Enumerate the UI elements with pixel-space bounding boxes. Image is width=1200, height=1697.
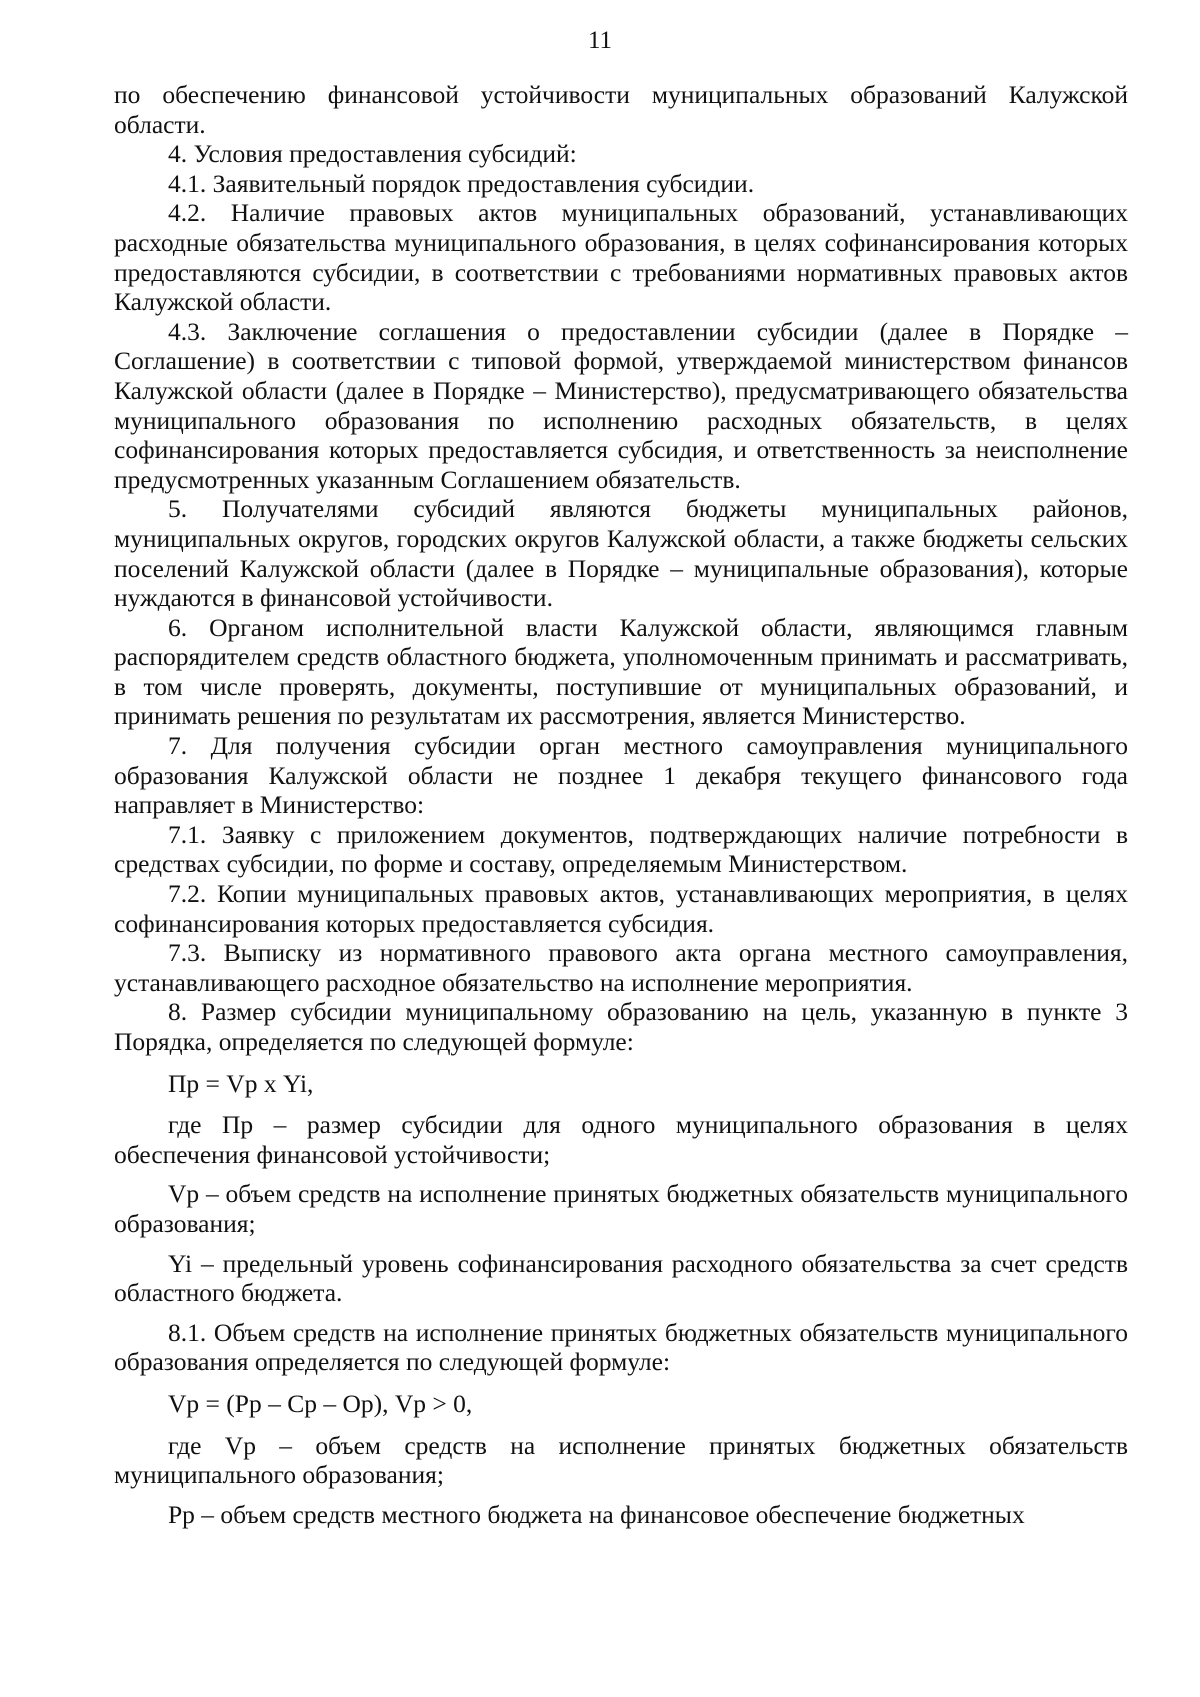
paragraph-4-1: 4.1. Заявительный порядок предоставления субсидии.	[168, 168, 755, 198]
paragraph-7-1: 7.1. Заявку с приложением документов, подтверждающих наличие потребности в средствах субсидии, по форме и составу, определяемым Министерством.	[114, 819, 1128, 879]
definition-vr: Vр – объем средств на исполнение принятых бюджетных обязательств муниципального образования;	[114, 1179, 1128, 1238]
paragraph-7-2: 7.2. Копии муниципальных правовых актов, устанавливающих мероприятия, в целях софинансирования которых предоставляется субсидия.	[114, 879, 1128, 938]
page-number: 11	[587, 27, 613, 54]
formula-subsidy: Пр = Vр х Yi,	[168, 1068, 314, 1098]
paragraph-4: 4. Условия предоставления субсидий:	[168, 139, 577, 169]
paragraph-4-3: 4.3. Заключение соглашения о предоставлении субсидии (далее в Порядке – Соглашение) в соответствии с типовой формой, утверждаемой министерством финансов Калужской области (далее в Порядке – Министерство), предусматривающего обязательства муниципального образования по исполнению расходных обязательств, в целях софинансирования которых предоставляется субсидия, и ответственность за неисполнение предусмотренных указанным Соглашением обязательств.	[114, 316, 1128, 494]
paragraph-7-3: 7.3. Выписку из нормативного правового акта органа местного самоуправления, устанавливающего расходное обязательство на исполнение мероприятия.	[114, 938, 1128, 997]
paragraph-6: 6. Органом исполнительной власти Калужской области, являющимся главным распорядителем средств областного бюджета, уполномоченным принимать и рассматривать, в том числе проверять, документы, поступившие от муниципальных образований, и принимать решения по результатам их рассмотрения, является Министерство.	[114, 612, 1128, 731]
formula-volume: Vр = (Рр – Ср – Ор), Vр > 0,	[168, 1388, 473, 1418]
paragraph-4-2: 4.2. Наличие правовых актов муниципальных образований, устанавливающих расходные обязательства муниципального образования, в целях софинансирования которых предоставляются субсидии, в соответствии с требованиями нормативных правовых актов Калужской области.	[114, 198, 1128, 317]
paragraph-continuation: по обеспечению финансовой устойчивости муниципальных образований Калужской области.	[114, 80, 1128, 139]
definition-yi: Yi – предельный уровень софинансирования расходного обязательства за счет средств областного бюджета.	[114, 1248, 1128, 1308]
paragraph-7: 7. Для получения субсидии орган местного самоуправления муниципального образования Калужской области не позднее 1 декабря текущего финансового года направляет в Министерство:	[114, 731, 1128, 820]
definition-rr: Рр – объем средств местного бюджета на финансовое обеспечение бюджетных	[168, 1499, 1025, 1529]
paragraph-8: 8. Размер субсидии муниципальному образованию на цель, указанную в пункте 3 Порядка, определяется по следующей формуле:	[114, 997, 1128, 1056]
definition-pr: где Пр – размер субсидии для одного муниципального образования в целях обеспечения финансовой устойчивости;	[114, 1110, 1128, 1169]
paragraph-5: 5. Получателями субсидий являются бюджеты муниципальных районов, муниципальных округов, городских округов Калужской области, а также бюджеты сельских поселений Калужской области (далее в Порядке – муниципальные образования), которые нуждаются в финансовой устойчивости.	[114, 494, 1128, 613]
definition-vr-2: где Vр – объем средств на исполнение принятых бюджетных обязательств муниципального образования;	[114, 1430, 1128, 1490]
document-body	[114, 80, 1128, 1529]
paragraph-8-1: 8.1. Объем средств на исполнение принятых бюджетных обязательств муниципального образования определяется по следующей формуле:	[114, 1317, 1128, 1377]
